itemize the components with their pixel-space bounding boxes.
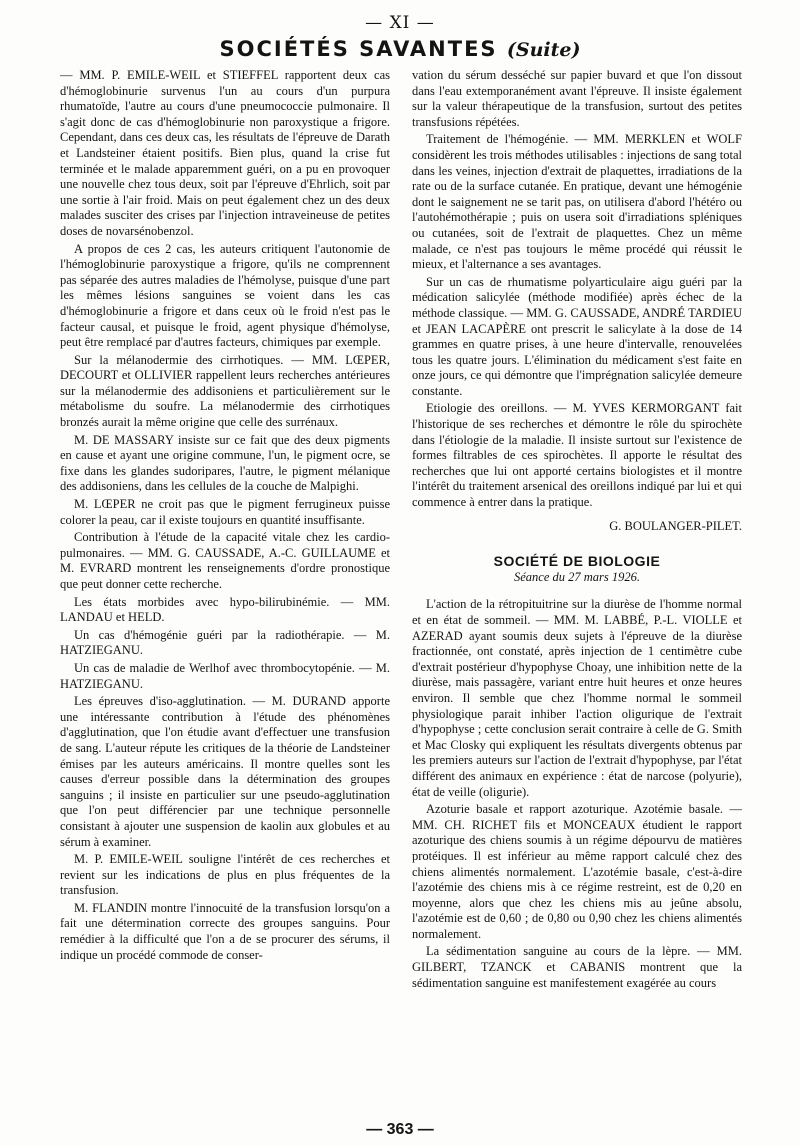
right-column — [412, 68, 742, 991]
paragraph: Etiologie des oreillons. — M. YVES KERMORGANT fait l'historique de ses recherches et démontre le rôle du spirochète dans l'étiologie de la maladie. Il insiste surtout sur l'existence de formes filtrables de ces spirochètes. Il apporte le résultat des recherches que lui ont apporté certains biologistes et il montre l'intérêt du traitement arsenical des oreillons indiqué par lui et qui commence à entrer dans la pratique. — [412, 401, 742, 510]
roman-page-number: — XI — — [365, 13, 435, 33]
section-title-suite: (Suite) — [506, 39, 581, 61]
society-title: SOCIÉTÉ DE BIOLOGIE — [493, 553, 661, 570]
paragraph: — MM. P. EMILE-WEIL et STIEFFEL rapportent deux cas d'hémoglobinurie survenus l'un au cours d'un purpura rhumatoïde, l'autre au cours d'une pneumococcie pulmonaire. Il s'agit donc de cas d'hémoglobinurie non paroxystique a frigore. Cependant, dans ces deux cas, les résultats de l'épreuve de Darath et Landsteiner étaient positifs. Bien plus, quand la crise fut terminée et le malade apparemment guéri, on a pu en provoquer une nouvelle chez tous deux, soit par l'épreuve d'Ehrlich, soit par une sortie à l'air froid. Mais on peut également chez un des deux malades susciter des crises par l'injection intraveineuse de petites doses de novarsénobenzol. — [60, 68, 390, 238]
section-title-text: SOCIÉTÉS SAVANTES — [219, 37, 498, 61]
paragraph: Traitement de l'hémogénie. — MM. MERKLEN et WOLF considèrent les trois méthodes utilisables : injections de sang total dans les veines, injection d'extrait de plaquettes, irradiations de la rate ou de la surface cutanée. En pratique, devant une hémogénie dont le saignement ne se tarit pas, on utilisera d'abord l'hétéro ou l'autohémothérapie ; puis on usera soit d'irradiations spléniques ou cutanées, soit de l'extrait de plaquettes. Chez un même malade, ce n'est pas toujours le même procédé qui réussit le mieux, et l'alternance a ses avantages. — [412, 132, 742, 272]
paragraph: Les états morbides avec hypo-bilirubinémie. — MM. LANDAU et HELD. — [60, 594, 390, 625]
paragraph: L'action de la rétropituitrine sur la diurèse de l'homme normal et en état de sommeil. — MM. M. LABBÉ, P.-L. VIOLLE et AZERAD ayant soumis deux sujets à l'épreuve de la diurèse fractionnée, ont constaté, après injection de 1 centimètre cube d'extrait postérieur d'hypophyse Choay, une inhibition nette de la diurèse, mais passagère, variant entre huit heures et onze heures environ. Il semble que chez l'homme normal le sommeil physiologique parait inhiber l'action oligurique de l'extrait d'hypophyse ; cette conclusion serait contraire à celle de G. Smith et Mac Closky qui expliquent les résultats divergents obtenus par les premiers auteurs sur l'action de l'extrait d'hypophyse, par l'état différent des animaux en expérience : état de narcose (polyurie), état de veille (oligurie). — [412, 597, 742, 799]
page-number: — 363 — — [366, 1121, 434, 1138]
paragraph: Un cas d'hémogénie guéri par la radiothérapie. — M. HATZIEGANU. — [60, 627, 390, 658]
paragraph: vation du sérum desséché sur papier buvard et que l'on dissout dans l'eau extemporanément avant l'épreuve. Il insiste également sur la valeur thérapeutique de la transfusion, surtout des petites transfusions répétées. — [412, 68, 742, 129]
paragraph: M. FLANDIN montre l'innocuité de la transfusion lorsqu'on a fait une détermination correcte des groupes sanguins. Pour remédier à la difficulté que l'on a de se procurer des sérums, il indique un procédé commode de conser- — [60, 900, 390, 962]
left-column — [60, 68, 390, 963]
session-date: Séance du 27 mars 1926. — [513, 569, 641, 584]
paragraph: Les épreuves d'iso-agglutination. — M. DURAND apporte une intéressante contribution à l'étude des phénomènes d'agglutination, que l'on étudie avant d'effectuer une transfusion de sang. L'auteur répute les critiques de la théorie de Landsteiner émises par les auteurs américains. Il montre quelles sont les causes d'erreur possible dans la détermination des groupes sanguins ; il insiste en particulier sur une pseudo-agglutination que l'on peut différencier par une technique personnelle consistant à ajouter une suspension de kaolin aux globules et au sérum à examiner. — [60, 694, 390, 849]
paragraph: A propos de ces 2 cas, les auteurs critiquent l'autonomie de l'hémoglobinurie paroxystique a frigore, qu'ils ne comprennent pas séparée des autres maladies de l'hémolyse, puisque d'une part les mêmes lésions sanguines se voient dans les cas d'hémoglobinurie a frigore et dans ceux où le froid n'est pas le facteur causal, et puisque le froid, agent physique d'hémolyse, peut être remplacé par d'autres facteurs, chimiques par exemple. — [60, 241, 390, 350]
page-header — [0, 14, 800, 63]
paragraph: M. DE MASSARY insiste sur ce fait que des deux pigments en cause et ayant une origine commune, l'un, le pigment ocre, se fixe dans les glandes sudoripares, l'autre, le pigment mélanique des addisoniens, dans les cellules de la couche de Malpighi. — [60, 432, 390, 494]
signature: G. BOULANGER-PILET. — [609, 518, 742, 533]
paragraph: La sédimentation sanguine au cours de la lèpre. — MM. GILBERT, TZANCK et CABANIS montrent que la sédimentation sanguine est manifestement exagérée au cours — [412, 944, 742, 990]
paragraph: Un cas de maladie de Werlhof avec thrombocytopénie. — M. HATZIEGANU. — [60, 660, 390, 691]
paragraph: Sur la mélanodermie des cirrhotiques. — MM. LŒPER, DECOURT et OLLIVIER rappellent leurs recherches antérieures sur la mélanodermie des addisoniens et particulièrement sur le métabolisme du soufre. La mélanodermie des cirrhotiques bronzés aurait la même origine que celle des surrénaux. — [60, 352, 390, 430]
paragraph: Sur un cas de rhumatisme polyarticulaire aigu guéri par la médication salicylée (méthode modifiée) après échec de la méthode classique. — MM. G. CAUSSADE, ANDRÉ TARDIEU et JEAN LACAPÈRE ont prescrit le salicylate à la dose de 14 grammes en quatre prises, à une heure d'intervalle, renouvelées tous les quatre jours. L'élimination du médicament s'est faite en onze jours, ce qui démontre que l'imprégnation salicylée demeure constante. — [412, 274, 742, 398]
paragraph: M. P. EMILE-WEIL souligne l'intérêt de ces recherches et revient sur les indications de plus en plus fréquentes de la transfusion. — [60, 852, 390, 898]
paragraph: M. LŒPER ne croit pas que le pigment ferrugineux puisse colorer la peau, car il existe toujours en quantité insuffisante. — [60, 497, 390, 527]
paragraph: Contribution à l'étude de la capacité vitale chez les cardio-pulmonaires. — MM. G. CAUSSADE, A.-C. GUILLAUME et M. EVRARD montrent les renseignements d'ordre pronostique que peut donner cette recherche. — [60, 530, 390, 591]
paragraph: Azoturie basale et rapport azoturique. Azotémie basale. —MM. CH. RICHET fils et MONCEAUX étudient le rapport azoturique des chiens soumis à un régime dépourvu de matières protéiques. Il est inférieur au même rapport calculé chez des chiens alimentés normalement. L'azotémie basale, c'est-à-dire l'azotémie des chiens mis à ce régime restreint, est de 0,20 en moyenne, alors que chez les chiens mis au jeûne absolu, l'azotémie est de 0,60 ; de 0,80 ou 0,90 chez les chiens alimentés normalement. — [412, 802, 742, 941]
section-title — [0, 36, 800, 63]
